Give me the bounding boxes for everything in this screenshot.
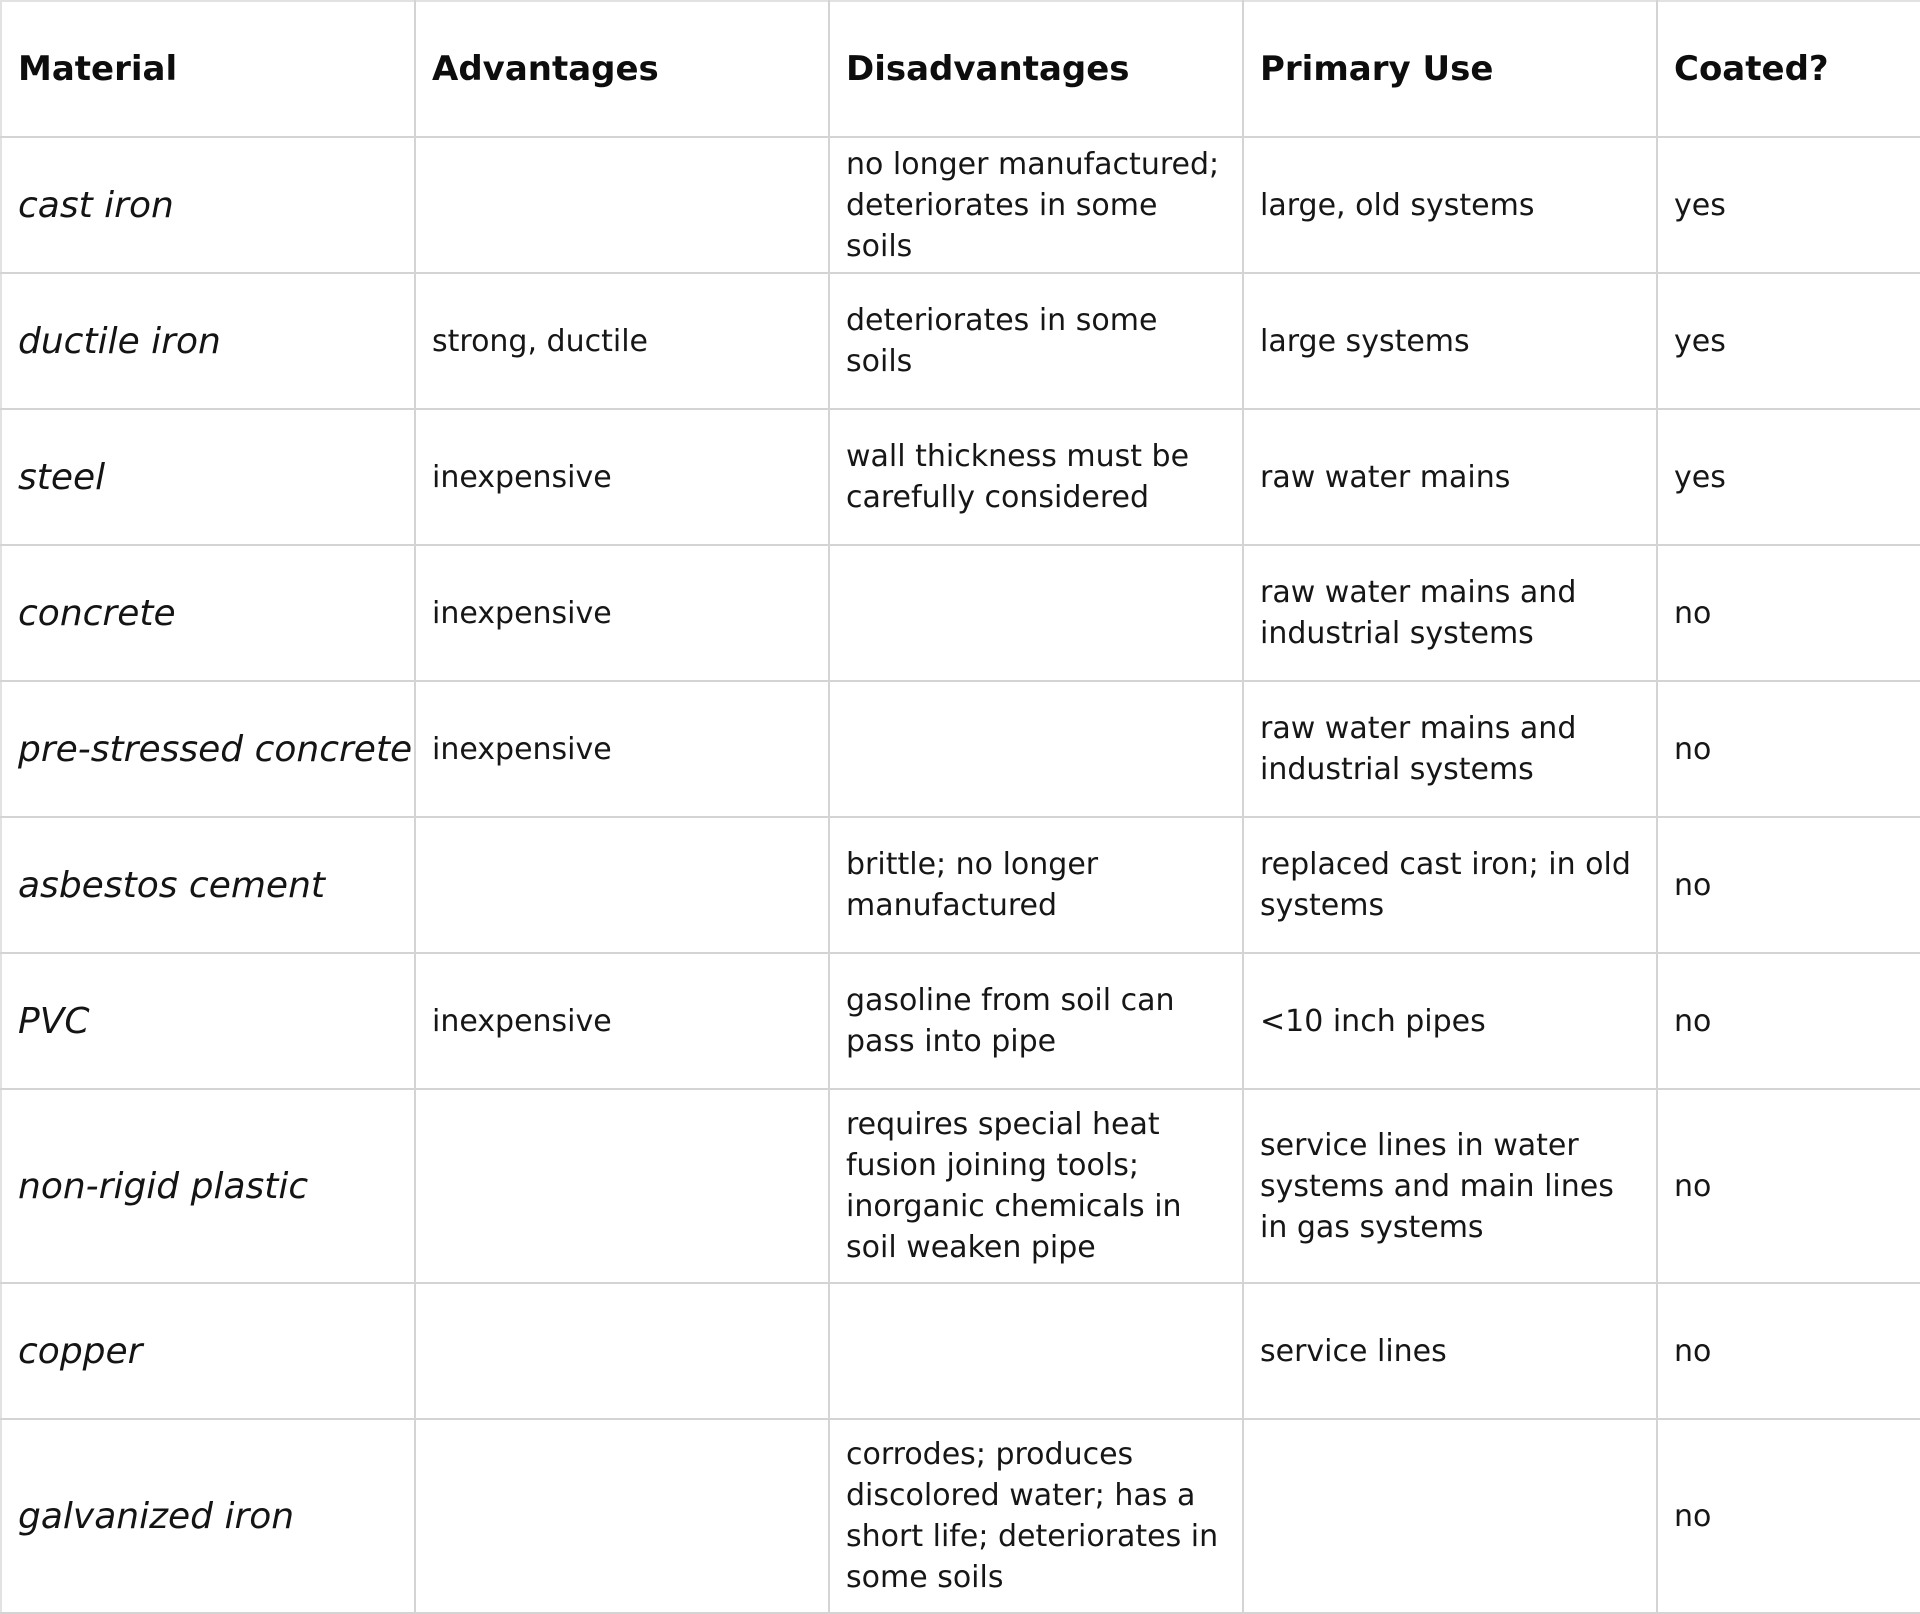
- table-row: [1, 817, 1920, 953]
- disadvantages-cell: deteriorates in some soils: [829, 273, 1243, 409]
- coated-cell: yes: [1657, 137, 1920, 273]
- disadvantages-cell: wall thickness must be carefully considered: [829, 409, 1243, 545]
- coated-cell: no: [1657, 1419, 1920, 1613]
- disadvantages-cell: [829, 545, 1243, 681]
- advantages-cell: inexpensive: [415, 545, 829, 681]
- table-row: [1, 545, 1920, 681]
- table-row: [1, 1089, 1920, 1283]
- table-row: [1, 409, 1920, 545]
- header-advantages: Advantages: [415, 1, 829, 137]
- coated-cell: no: [1657, 681, 1920, 817]
- disadvantages-cell: gasoline from soil can pass into pipe: [829, 953, 1243, 1089]
- coated-cell: yes: [1657, 273, 1920, 409]
- disadvantages-cell: [829, 1283, 1243, 1419]
- table-row: [1, 681, 1920, 817]
- disadvantages-cell: brittle; no longer manufactured: [829, 817, 1243, 953]
- material-cell: non-rigid plastic: [1, 1089, 415, 1283]
- advantages-cell: strong, ductile: [415, 273, 829, 409]
- coated-cell: no: [1657, 817, 1920, 953]
- coated-cell: no: [1657, 1283, 1920, 1419]
- coated-cell: yes: [1657, 409, 1920, 545]
- coated-cell: no: [1657, 953, 1920, 1089]
- advantages-cell: [415, 137, 829, 273]
- material-cell: pre-stressed concrete: [1, 681, 415, 817]
- primary-use-cell: raw water mains and industrial systems: [1243, 545, 1657, 681]
- advantages-cell: inexpensive: [415, 953, 829, 1089]
- material-cell: galvanized iron: [1, 1419, 415, 1613]
- material-cell: asbestos cement: [1, 817, 415, 953]
- material-cell: cast iron: [1, 137, 415, 273]
- header-row: [1, 1, 1920, 137]
- header-coated: Coated?: [1657, 1, 1920, 137]
- advantages-cell: [415, 1419, 829, 1613]
- primary-use-cell: <10 inch pipes: [1243, 953, 1657, 1089]
- header-primary-use: Primary Use: [1243, 1, 1657, 137]
- advantages-cell: inexpensive: [415, 681, 829, 817]
- disadvantages-cell: requires special heat fusion joining tools; inorganic chemicals in soil weaken pipe: [829, 1089, 1243, 1283]
- primary-use-cell: large systems: [1243, 273, 1657, 409]
- header-disadvantages: Disadvantages: [829, 1, 1243, 137]
- material-cell: copper: [1, 1283, 415, 1419]
- table-row: [1, 953, 1920, 1089]
- primary-use-cell: large, old systems: [1243, 137, 1657, 273]
- advantages-cell: [415, 1283, 829, 1419]
- primary-use-cell: service lines in water systems and main lines in gas systems: [1243, 1089, 1657, 1283]
- primary-use-cell: [1243, 1419, 1657, 1613]
- table-row: [1, 1419, 1920, 1613]
- material-cell: steel: [1, 409, 415, 545]
- primary-use-cell: service lines: [1243, 1283, 1657, 1419]
- disadvantages-cell: corrodes; produces discolored water; has a short life; deteriorates in some soils: [829, 1419, 1243, 1613]
- advantages-cell: [415, 817, 829, 953]
- table-row: [1, 137, 1920, 273]
- coated-cell: no: [1657, 1089, 1920, 1283]
- primary-use-cell: raw water mains and industrial systems: [1243, 681, 1657, 817]
- disadvantages-cell: [829, 681, 1243, 817]
- header-material: Material: [1, 1, 415, 137]
- primary-use-cell: replaced cast iron; in old systems: [1243, 817, 1657, 953]
- table-row: [1, 273, 1920, 409]
- advantages-cell: inexpensive: [415, 409, 829, 545]
- advantages-cell: [415, 1089, 829, 1283]
- material-cell: PVC: [1, 953, 415, 1089]
- primary-use-cell: raw water mains: [1243, 409, 1657, 545]
- coated-cell: no: [1657, 545, 1920, 681]
- disadvantages-cell: no longer manufactured; deteriorates in some soils: [829, 137, 1243, 273]
- material-cell: ductile iron: [1, 273, 415, 409]
- material-cell: concrete: [1, 545, 415, 681]
- table-row: [1, 1283, 1920, 1419]
